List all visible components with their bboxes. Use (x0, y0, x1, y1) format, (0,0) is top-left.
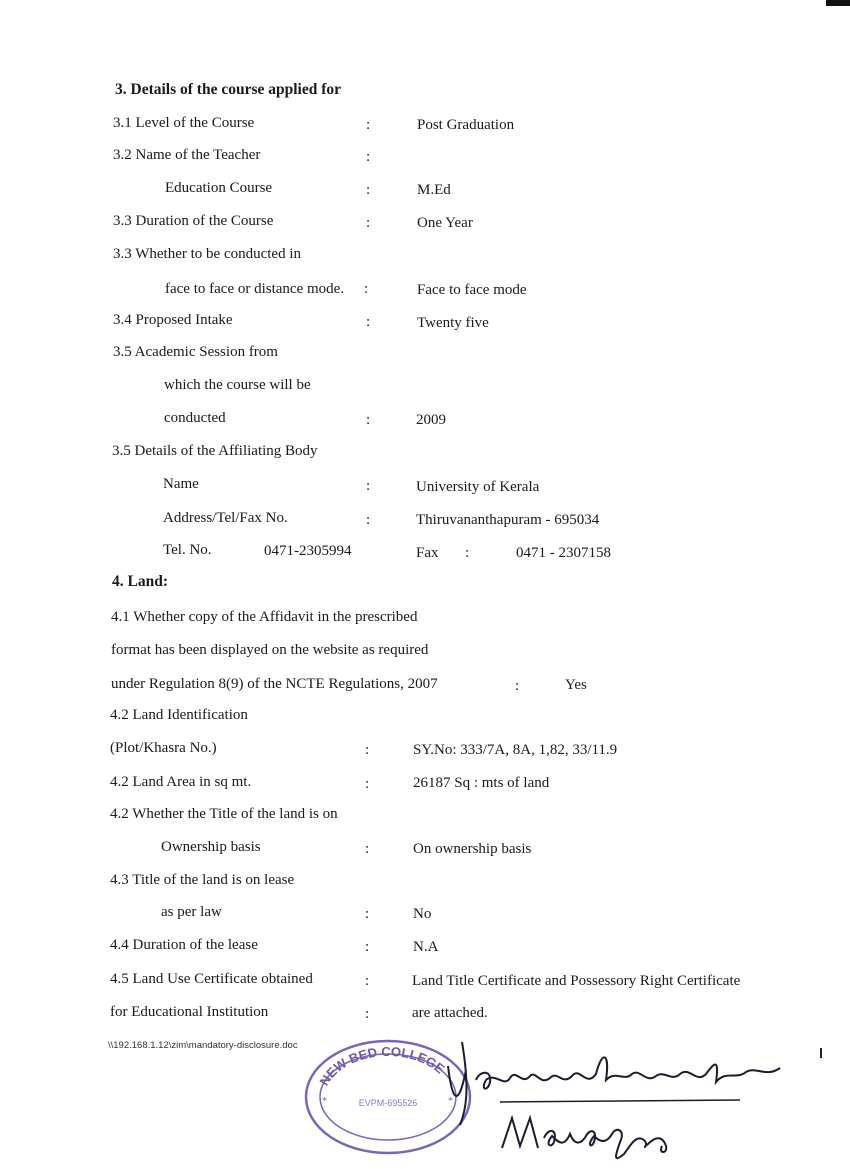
section-4-heading: 4. Land: (112, 573, 168, 590)
certificate-label: 4.5 Land Use Certificate obtained (110, 971, 313, 987)
lease-label: 4.3 Title of the land is on lease (110, 872, 295, 888)
document-path: \\192.168.1.12\zim\mandatory-disclosure.doc (108, 1040, 298, 1051)
colon: : (366, 512, 371, 528)
duration-label: 3.3 Duration of the Course (113, 213, 274, 229)
teacher-label: 3.2 Name of the Teacher (113, 147, 261, 163)
affidavit-value: Yes (565, 677, 587, 693)
affiliating-name-value: University of Kerala (416, 479, 540, 495)
affiliating-label: 3.5 Details of the Affiliating Body (112, 443, 318, 459)
manager-signature (440, 1030, 800, 1160)
lease-label-cont: as per law (161, 904, 222, 920)
affidavit-label: 4.1 Whether copy of the Affidavit in the prescribed (111, 609, 418, 625)
title-label-cont: Ownership basis (161, 839, 261, 855)
session-label: 3.5 Academic Session from (113, 344, 278, 360)
lease-duration-label: 4.4 Duration of the lease (110, 937, 258, 953)
section-3-heading: 3. Details of the course applied for (115, 81, 342, 98)
tel-label: Tel. No. (163, 542, 212, 558)
title-label: 4.2 Whether the Title of the land is on (110, 806, 338, 822)
colon: : (366, 478, 371, 494)
fax-value: 0471 - 2307158 (516, 545, 611, 561)
affidavit-label-cont: format has been displayed on the website as required (111, 642, 429, 658)
colon: : (365, 841, 370, 857)
mode-label-cont: face to face or distance mode. (165, 281, 345, 297)
colon: : (366, 412, 371, 428)
teacher-label-cont: Education Course (165, 180, 273, 196)
scan-edge-mark (826, 0, 850, 6)
colon: : (366, 182, 371, 198)
intake-label: 3.4 Proposed Intake (113, 312, 233, 328)
fax-label: Fax (416, 545, 439, 561)
colon: : (515, 678, 520, 694)
identification-label-cont: (Plot/Khasra No.) (110, 740, 217, 756)
colon: : (366, 149, 371, 165)
session-label-cont2: conducted (164, 410, 226, 426)
mode-value: Face to face mode (417, 282, 527, 298)
svg-text:NEW BED COLLEGE: NEW BED COLLEGE (316, 1043, 448, 1089)
certificate-label-cont: for Educational Institution (110, 1004, 269, 1020)
colon: : (365, 973, 370, 989)
teacher-value: M.Ed (417, 182, 451, 198)
colon: : (365, 776, 370, 792)
mode-label: 3.3 Whether to be conducted in (113, 246, 301, 262)
svg-text:EVPM-695526: EVPM-695526 (358, 1098, 418, 1108)
colon: : (365, 742, 370, 758)
colon: : (465, 545, 470, 561)
affidavit-label-cont2: under Regulation 8(9) of the NCTE Regulations, 2007 (111, 676, 438, 692)
address-value: Thiruvananthapuram - 695034 (416, 512, 600, 528)
certificate-value: Land Title Certificate and Possessory Right Certificate (412, 973, 741, 989)
colon: : (366, 314, 371, 330)
area-value: 26187 Sq : mts of land (413, 775, 550, 791)
field-label: 3.1 Level of the Course (113, 115, 255, 131)
session-value: 2009 (416, 412, 446, 428)
colon: : (366, 215, 371, 231)
svg-text:*: * (448, 1096, 453, 1107)
identification-label: 4.2 Land Identification (110, 707, 248, 723)
area-label: 4.2 Land Area in sq mt. (110, 774, 252, 790)
duration-value: One Year (417, 215, 473, 231)
session-label-cont: which the course will be (164, 377, 311, 393)
identification-value: SY.No: 333/7A, 8A, 1,82, 33/11.9 (413, 742, 618, 758)
intake-value: Twenty five (417, 315, 489, 331)
level-value: Post Graduation (417, 117, 515, 133)
colon: : (365, 939, 370, 955)
scan-edge-mark (820, 1048, 822, 1058)
svg-text:*: * (322, 1096, 327, 1107)
affiliating-name-label: Name (163, 476, 199, 492)
tel-value: 0471-2305994 (264, 543, 352, 559)
lease-value: No (413, 906, 432, 922)
certificate-value-cont: are attached. (412, 1005, 488, 1021)
colon: : (364, 281, 369, 297)
colon: : (366, 117, 371, 133)
title-value: On ownership basis (413, 841, 532, 857)
address-label: Address/Tel/Fax No. (163, 510, 288, 526)
colon: : (365, 906, 370, 922)
colon: : (365, 1006, 370, 1022)
lease-duration-value: N.A (413, 939, 439, 955)
